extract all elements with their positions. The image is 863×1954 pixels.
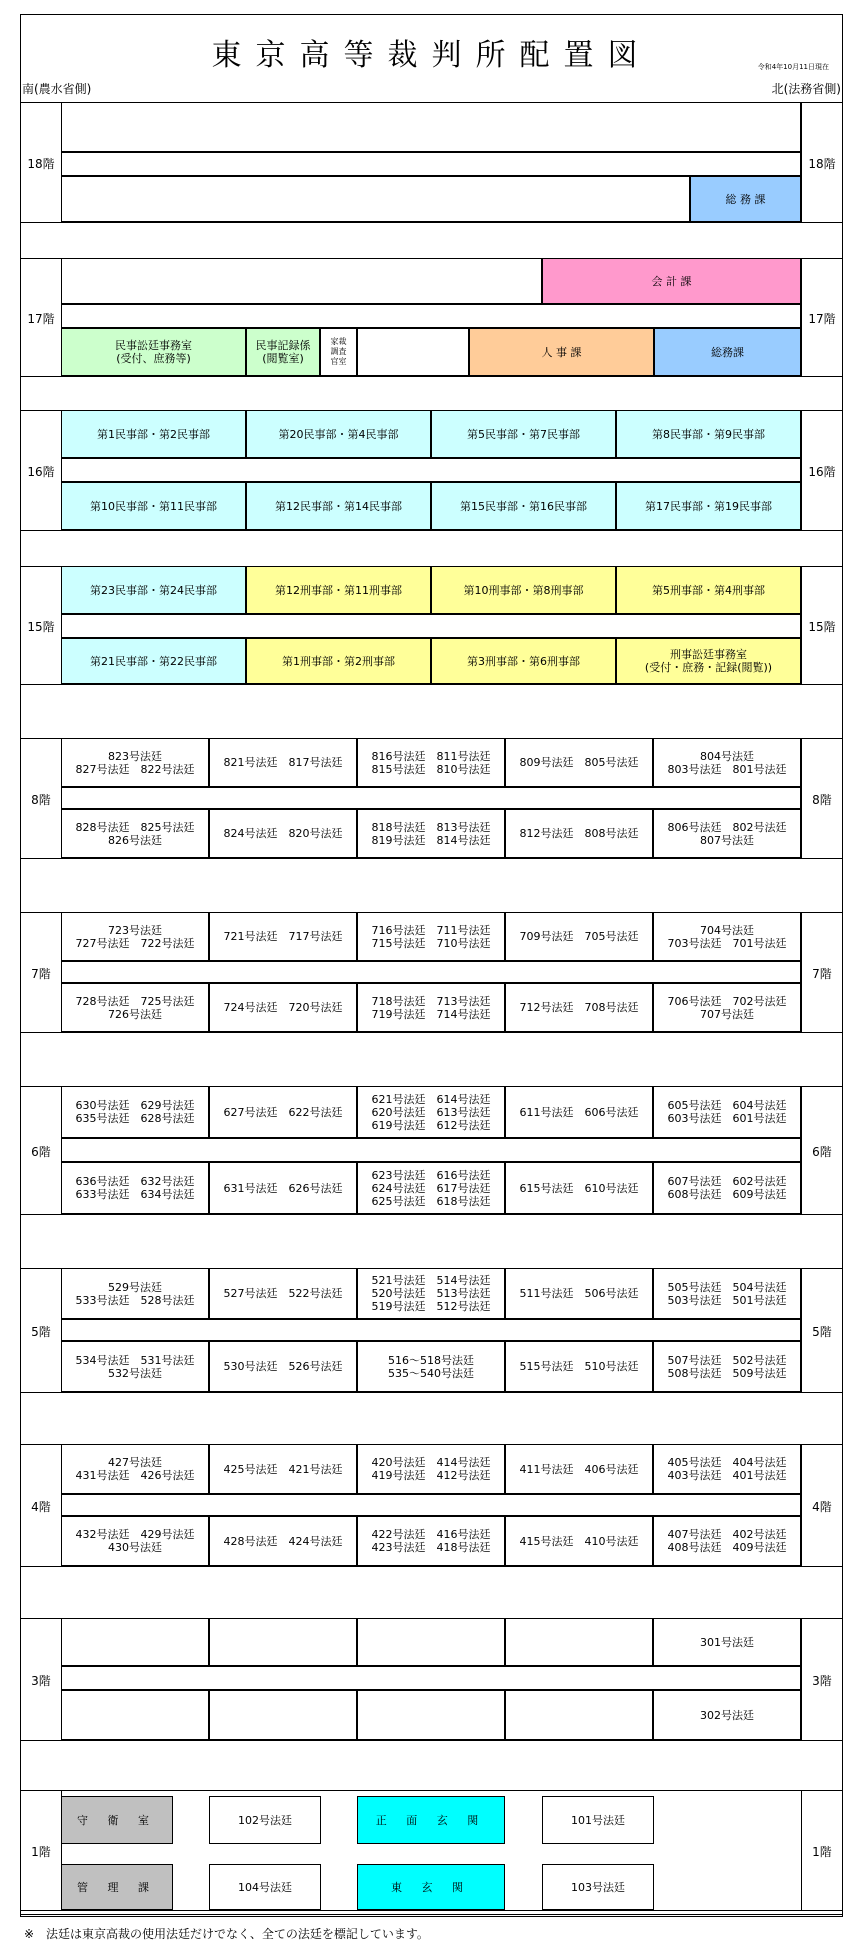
side-south-label: 南(農水省側) <box>22 82 92 96</box>
courtroom <box>61 1341 209 1392</box>
east-entrance <box>357 1864 505 1910</box>
courtroom <box>209 1690 357 1740</box>
courtroom <box>61 738 209 787</box>
courtroom <box>209 1864 321 1910</box>
courtroom <box>209 1516 357 1566</box>
room-label: 621号法廷 614号法廷 620号法廷 613号法廷 619号法廷 612号法廷 <box>371 1092 491 1132</box>
courtroom <box>357 1690 505 1740</box>
room-label: 809号法廷 805号法廷 <box>519 756 639 769</box>
room-label: 第3刑事部・第6刑事部 <box>467 654 580 668</box>
room-label: 第21民事部・第22民事部 <box>90 654 217 668</box>
room-label: 第10民事部・第11民事部 <box>90 499 217 513</box>
room <box>61 258 542 304</box>
courtroom <box>505 809 653 858</box>
floor-label: 3階 <box>31 1674 51 1688</box>
room-label: 第1刑事部・第2刑事部 <box>282 654 395 668</box>
courtroom <box>209 983 357 1032</box>
room-label: 823号法廷 827号法廷 822号法廷 <box>75 749 195 776</box>
floor-label: 16階 <box>27 465 55 479</box>
room-label: 第15民事部・第16民事部 <box>460 499 587 513</box>
courtroom <box>357 1341 505 1392</box>
department-room <box>616 638 801 684</box>
room-label: 723号法廷 727号法廷 722号法廷 <box>75 923 195 950</box>
courtroom <box>61 1444 209 1494</box>
room-label: 第20民事部・第4民事部 <box>278 427 399 441</box>
room-label: 821号法廷 817号法廷 <box>223 756 343 769</box>
room-label: 415号法廷 410号法廷 <box>519 1534 639 1548</box>
room-label: 716号法廷 711号法廷 715号法廷 710号法廷 <box>371 923 491 950</box>
courtroom <box>357 983 505 1032</box>
courtroom <box>653 1086 801 1138</box>
room-label: 721号法廷 717号法廷 <box>223 930 343 943</box>
room-label: 818号法廷 813号法廷 819号法廷 814号法廷 <box>371 820 491 847</box>
room-label: 302号法廷 <box>700 1708 754 1722</box>
room-label: 816号法廷 811号法廷 815号法廷 810号法廷 <box>371 749 491 776</box>
room-label: 411号法廷 406号法廷 <box>519 1462 639 1476</box>
courtroom <box>209 1162 357 1214</box>
floor-label: 15階 <box>27 620 55 634</box>
room-label: 101号法廷 <box>571 1813 625 1827</box>
room-label: 605号法廷 604号法廷 603号法廷 601号法廷 <box>667 1099 787 1125</box>
room-label: 東 玄 関 <box>391 1880 471 1894</box>
department-room <box>431 566 616 614</box>
courtroom <box>542 1796 654 1844</box>
corridor <box>61 1138 801 1162</box>
footnote: ※ 法廷は東京高裁の使用法廷だけでなく、全ての法廷を標記しています。 <box>24 1927 429 1941</box>
floor-label: 5階 <box>31 1325 51 1339</box>
kasai-room <box>320 328 357 376</box>
courtroom <box>653 738 801 787</box>
main-entrance <box>357 1796 505 1844</box>
floor-label: 7階 <box>31 967 51 981</box>
room-label: 425号法廷 421号法廷 <box>223 1462 343 1476</box>
as-of-date: 令和4年10月11日現在 <box>757 63 829 71</box>
room-label: 103号法廷 <box>571 1880 625 1894</box>
courtroom <box>209 1086 357 1138</box>
department-room <box>61 566 246 614</box>
courtroom <box>209 1796 321 1844</box>
kanri-room <box>61 1864 173 1910</box>
courtroom <box>653 1268 801 1319</box>
room-label: 守 衛 室 <box>77 1813 157 1827</box>
room-label: 104号法廷 <box>238 1880 292 1894</box>
courtroom <box>505 1444 653 1494</box>
floor-label: 17階 <box>808 312 836 326</box>
department-room <box>616 482 801 530</box>
courtroom <box>505 1086 653 1138</box>
room-label: 第5民事部・第7民事部 <box>467 427 580 441</box>
courtroom <box>61 1516 209 1566</box>
floor-label: 18階 <box>27 157 55 171</box>
floor-label: 1階 <box>812 1845 832 1859</box>
divider <box>20 1566 843 1567</box>
divider <box>20 858 843 859</box>
courtroom <box>505 983 653 1032</box>
courtroom <box>61 1268 209 1319</box>
divider <box>20 1790 843 1791</box>
department-room <box>246 638 431 684</box>
room-label: 806号法廷 802号法廷 807号法廷 <box>667 820 787 847</box>
room-label: 第12民事部・第14民事部 <box>275 499 402 513</box>
room-label: 507号法廷 502号法廷 508号法廷 509号法廷 <box>667 1353 787 1380</box>
corridor <box>61 614 801 638</box>
courtroom <box>357 1086 505 1138</box>
department-room <box>246 482 431 530</box>
floor-label: 4階 <box>812 1500 832 1514</box>
room-label: 515号法廷 510号法廷 <box>519 1360 639 1373</box>
room-label: 第12刑事部・第11刑事部 <box>275 583 402 597</box>
courtroom <box>357 1268 505 1319</box>
department-room <box>431 638 616 684</box>
room-label: 704号法廷 703号法廷 701号法廷 <box>667 923 787 950</box>
courtroom <box>653 1444 801 1494</box>
room-label: 420号法廷 414号法廷 419号法廷 412号法廷 <box>371 1456 491 1482</box>
room-label: 527号法廷 522号法廷 <box>223 1287 343 1300</box>
room-label: 516～518号法廷 535～540号法廷 <box>388 1353 474 1380</box>
room-label: 刑事訟廷事務室 (受付・庶務・記録(閲覧)) <box>644 648 773 674</box>
room-label: 427号法廷 431号法廷 426号法廷 <box>75 1456 195 1482</box>
room-label: 第23民事部・第24民事部 <box>90 583 217 597</box>
courtroom <box>653 1162 801 1214</box>
room-label: 第8民事部・第9民事部 <box>652 427 765 441</box>
room-label: 530号法廷 526号法廷 <box>223 1360 343 1373</box>
corridor <box>61 458 801 482</box>
courtroom <box>61 809 209 858</box>
room-label: 428号法廷 424号法廷 <box>223 1534 343 1548</box>
room-label: 505号法廷 504号法廷 503号法廷 501号法廷 <box>667 1280 787 1307</box>
page-title: 東京高等裁判所配置図 <box>211 38 652 73</box>
corridor <box>61 304 801 328</box>
jinji-room <box>469 328 654 376</box>
room-label: 623号法廷 616号法廷 624号法廷 617号法廷 625号法廷 618号法廷 <box>371 1168 491 1208</box>
room <box>61 176 690 222</box>
room-label: 人 事 課 <box>541 345 582 359</box>
floor-label: 7階 <box>812 967 832 981</box>
room-label: 534号法廷 531号法廷 532号法廷 <box>75 1353 195 1380</box>
floor-label: 3階 <box>812 1674 832 1688</box>
room-label: 627号法廷 622号法廷 <box>223 1105 343 1119</box>
divider <box>20 1910 843 1911</box>
courtroom <box>542 1864 654 1910</box>
courtroom <box>505 1268 653 1319</box>
courtroom <box>505 1690 653 1740</box>
divider <box>20 684 843 685</box>
courtroom <box>505 1162 653 1214</box>
courtroom <box>209 1444 357 1494</box>
room-label: 631号法廷 626号法廷 <box>223 1181 343 1195</box>
room-label: 407号法廷 402号法廷 408号法廷 409号法廷 <box>667 1528 787 1554</box>
courtroom <box>209 912 357 961</box>
corridor <box>61 1319 801 1341</box>
room-label: 529号法廷 533号法廷 528号法廷 <box>75 1280 195 1307</box>
room-label: 管 理 課 <box>77 1880 157 1894</box>
room-label: 総 務 課 <box>725 192 766 206</box>
department-room <box>616 410 801 458</box>
divider <box>20 222 843 223</box>
department-room <box>246 566 431 614</box>
divider <box>20 1392 843 1393</box>
courtroom <box>209 1618 357 1666</box>
courtroom <box>357 809 505 858</box>
courtroom <box>653 983 801 1032</box>
courtroom <box>61 912 209 961</box>
courtroom <box>505 1516 653 1566</box>
courtroom <box>61 1618 209 1666</box>
room-label: 正 面 玄 関 <box>375 1813 487 1827</box>
room-label: 総務課 <box>711 345 744 359</box>
corridor <box>61 961 801 983</box>
department-room <box>61 482 246 530</box>
courtroom <box>505 1341 653 1392</box>
floor-label: 6階 <box>812 1145 832 1159</box>
floor-label: 15階 <box>808 620 836 634</box>
room-label: 第5刑事部・第4刑事部 <box>652 583 765 597</box>
kaikei-room <box>542 258 801 304</box>
side-north-label: 北(法務省側) <box>771 82 841 96</box>
room-label: 706号法廷 702号法廷 707号法廷 <box>667 994 787 1021</box>
courtroom <box>505 1618 653 1666</box>
courtroom <box>653 1690 801 1740</box>
floor-label: 18階 <box>808 157 836 171</box>
room-label: 102号法廷 <box>238 1813 292 1827</box>
courtroom <box>209 738 357 787</box>
divider <box>20 376 843 377</box>
divider <box>20 1032 843 1033</box>
corridor <box>61 1666 801 1690</box>
floor-label: 8階 <box>812 793 832 807</box>
courtroom <box>357 738 505 787</box>
minji-kiroku-room <box>246 328 320 376</box>
department-room <box>431 410 616 458</box>
room-label: 521号法廷 514号法廷 520号法廷 513号法廷 519号法廷 512号法廷 <box>371 1274 491 1313</box>
courtroom <box>357 1618 505 1666</box>
department-room <box>61 410 246 458</box>
room-label: 民事訟廷事務室 (受付、庶務等) <box>115 339 192 365</box>
room <box>357 328 469 376</box>
guard-room <box>61 1796 173 1844</box>
corridor <box>61 102 801 152</box>
room-label: 718号法廷 713号法廷 719号法廷 714号法廷 <box>371 994 491 1021</box>
room-label: 家裁 調査 官室 <box>330 337 347 366</box>
minji-shomu-room <box>61 328 246 376</box>
courtroom <box>357 1162 505 1214</box>
department-room <box>61 638 246 684</box>
courtroom <box>61 1690 209 1740</box>
divider <box>20 1914 843 1915</box>
room-label: 第17民事部・第19民事部 <box>645 499 772 513</box>
courtroom <box>505 738 653 787</box>
room-label: 405号法廷 404号法廷 403号法廷 401号法廷 <box>667 1456 787 1482</box>
courtroom <box>61 1162 209 1214</box>
courtroom <box>357 912 505 961</box>
corridor <box>61 152 801 176</box>
room-label: 712号法廷 708号法廷 <box>519 1001 639 1014</box>
room-label: 611号法廷 606号法廷 <box>519 1105 639 1119</box>
room-label: 630号法廷 629号法廷 635号法廷 628号法廷 <box>75 1099 195 1125</box>
room-label: 第1民事部・第2民事部 <box>97 427 210 441</box>
courtroom <box>61 983 209 1032</box>
floor-label: 5階 <box>812 1325 832 1339</box>
room-label: 422号法廷 416号法廷 423号法廷 418号法廷 <box>371 1528 491 1554</box>
divider <box>20 530 843 531</box>
courtroom <box>61 1086 209 1138</box>
floor-label: 16階 <box>808 465 836 479</box>
courtroom <box>653 1341 801 1392</box>
courtroom <box>209 1268 357 1319</box>
room-label: 会 計 課 <box>651 274 692 288</box>
floor-label: 17階 <box>27 312 55 326</box>
department-room <box>246 410 431 458</box>
courtroom <box>357 1444 505 1494</box>
room-label: 804号法廷 803号法廷 801号法廷 <box>667 749 787 776</box>
room-label: 812号法廷 808号法廷 <box>519 827 639 840</box>
room-label: 724号法廷 720号法廷 <box>223 1001 343 1014</box>
department-room <box>431 482 616 530</box>
room-label: 511号法廷 506号法廷 <box>519 1287 639 1300</box>
room-label: 728号法廷 725号法廷 726号法廷 <box>75 994 195 1021</box>
floor-label: 1階 <box>31 1845 51 1859</box>
corridor <box>61 787 801 809</box>
courtroom <box>653 809 801 858</box>
courtroom <box>357 1516 505 1566</box>
divider <box>20 1740 843 1741</box>
divider <box>20 1214 843 1215</box>
room-label: 824号法廷 820号法廷 <box>223 827 343 840</box>
floor-label: 8階 <box>31 793 51 807</box>
courtroom <box>209 809 357 858</box>
room-label: 607号法廷 602号法廷 608号法廷 609号法廷 <box>667 1175 787 1201</box>
soumu-room <box>690 176 801 222</box>
floor-label: 4階 <box>31 1500 51 1514</box>
courtroom <box>209 1341 357 1392</box>
courtroom <box>653 1516 801 1566</box>
room-label: 636号法廷 632号法廷 633号法廷 634号法廷 <box>75 1175 195 1201</box>
room-label: 432号法廷 429号法廷 430号法廷 <box>75 1528 195 1554</box>
courtroom <box>505 912 653 961</box>
courtroom <box>653 912 801 961</box>
floor-label: 6階 <box>31 1145 51 1159</box>
room-label: 第10刑事部・第8刑事部 <box>463 583 584 597</box>
soumu-room <box>654 328 801 376</box>
room-label: 828号法廷 825号法廷 826号法廷 <box>75 820 195 847</box>
department-room <box>616 566 801 614</box>
room-label: 615号法廷 610号法廷 <box>519 1181 639 1195</box>
room-label: 301号法廷 <box>700 1635 754 1649</box>
room-label: 709号法廷 705号法廷 <box>519 930 639 943</box>
courtroom <box>653 1618 801 1666</box>
room-label: 民事記録係 (閲覧室) <box>255 339 311 365</box>
corridor <box>61 1494 801 1516</box>
